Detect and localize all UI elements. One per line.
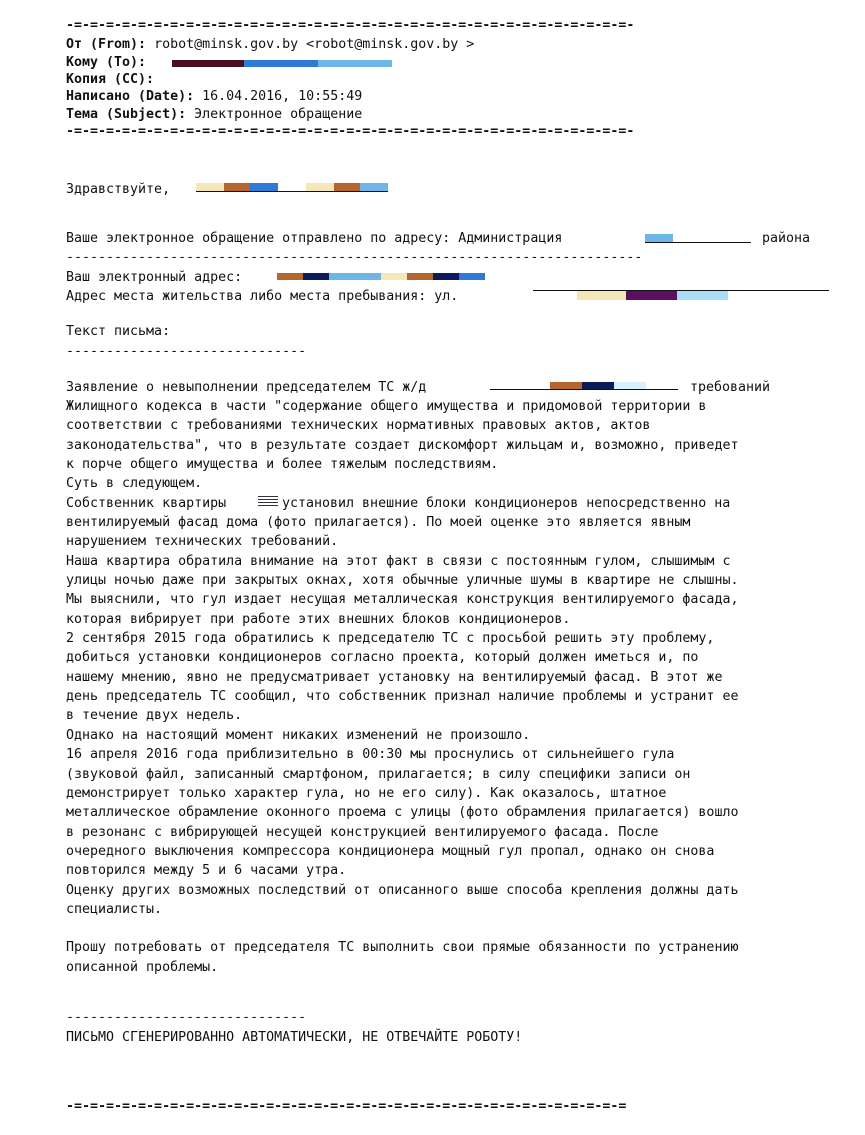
redacted-address <box>577 291 728 300</box>
letter-line-12: Мы выяснили, что гул издает несущая металлическая конструкция вентилируемого фасада, <box>66 592 739 607</box>
letter-line-5: к порче общего имущества и более тяжелым последствиям. <box>66 457 499 472</box>
subject-value: Электронное обращение <box>194 107 363 122</box>
letter-line-1: Заявление о невыполнении председателем ТС ж/д <box>66 380 427 395</box>
separator-bottom: -=-=-=-=-=-=-=-=-=-=-=-=-=-=-=-=-=-=-=-=-=-=-=-=-=-=-=-=-=-=-=-=-=-=-=- <box>66 124 635 139</box>
letter-line-4: законодательства", что в результате создает дискомфорт жильцам и, возможно, приведет <box>66 438 739 453</box>
subject-line <box>66 106 362 123</box>
letter-line-3: соответствии с требованиями технических нормативных правовых актов, актов <box>66 418 651 433</box>
letter-line-11: улицы ночью даже при закрытых окнах, хотя обычные уличные шумы в квартире не слышны. <box>66 573 739 588</box>
letter-line-7: Собственник квартиры <box>66 496 227 511</box>
separator-top: -=-=-=-=-=-=-=-=-=-=-=-=-=-=-=-=-=-=-=-=-=-=-=-=-=-=-=-=-=-=-=-=-=-=-=- <box>66 18 635 33</box>
address-label: Адрес места жительства либо места пребывания: ул. <box>66 289 459 304</box>
from-label: От (From): <box>66 37 147 52</box>
to-label: Кому (To): <box>66 55 147 70</box>
cc-label: Копия (CC): <box>66 72 155 87</box>
letter-line-22: демонстрирует только характер гула, но не его силу). Как оказалось, штатное <box>66 786 667 801</box>
sent-to-line: Ваше электронное обращение отправлено по адресу: Администрация <box>66 231 563 246</box>
subject-label: Тема (Subject): <box>66 107 187 122</box>
name-underline <box>196 191 388 192</box>
letter-line-9: нарушением технических требований. <box>66 534 339 549</box>
greeting: Здравствуйте, <box>66 182 171 197</box>
letter-line-13: которая вибрирует при работе этих внешних блоков кондиционеров. <box>66 612 571 627</box>
letter-line-19: Однако на настоящий момент никаких изменений не произошло. <box>66 728 531 743</box>
date-value: 16.04.2016, 10:55:49 <box>202 89 363 104</box>
auto-notice: ПИСЬМО СГЕНЕРИРОВАННО АВТОМАТИЧЕСКИ, НЕ ОТВЕЧАЙТЕ РОБОТУ! <box>66 1030 523 1045</box>
district-suffix: района <box>762 231 811 246</box>
association-underline <box>490 389 678 390</box>
letter-line-8: вентилируемый фасад дома (фото прилагается). По моей оценке это является явным <box>66 515 691 530</box>
letter-line-27: Оценку других возможных последствий от описанного выше способа крепления должны дать <box>66 883 739 898</box>
letter-line-6: Суть в следующем. <box>66 476 203 491</box>
email-label: Ваш электронный адрес: <box>66 270 243 285</box>
request-line-1: Прошу потребовать от председателя ТС выполнить свои прямые обязанности по устранению <box>66 940 739 955</box>
district-underline <box>645 242 751 243</box>
letter-line-10: Наша квартира обратила внимание на этот факт в связи с постоянным гулом, слышимым с <box>66 554 731 569</box>
letter-line-26: повторился между 5 и 6 часами утра. <box>66 863 347 878</box>
separator-end: -=-=-=-=-=-=-=-=-=-=-=-=-=-=-=-=-=-=-=-=-=-=-=-=-=-=-=-=-=-=-=-=-=-=-= <box>66 1099 627 1114</box>
letter-line-1-suffix: требований <box>690 380 771 395</box>
letter-line-16: нашему мнению, явно не предусматривает установку на вентилируемый фасад. В этот же <box>66 670 723 685</box>
letter-line-18: в течение двух недель. <box>66 708 243 723</box>
date-label: Написано (Date): <box>66 89 195 104</box>
letter-line-15: добиться установки кондиционеров согласно проекта, который должен иметься и, по <box>66 650 699 665</box>
letter-line-28: специалисты. <box>66 902 163 917</box>
letter-line-14: 2 сентября 2015 года обратились к председателю ТС с просьбой решить эту проблему, <box>66 631 715 646</box>
divider-long: ------------------------------------------------------------------------ <box>66 250 643 265</box>
from-value[interactable]: robot@minsk.gov.by <robot@minsk.gov.by > <box>154 37 475 52</box>
letter-line-2: Жилищного кодекса в части "содержание общего имущества и придомовой территории в <box>66 399 707 414</box>
letter-line-25: очередного выключения компрессора кондиционера мощный гул пропал, однако он снова <box>66 844 715 859</box>
footer-divider: ------------------------------ <box>66 1010 307 1025</box>
request-line-2: описанной проблемы. <box>66 960 219 975</box>
redacted-to-recipient <box>172 60 392 67</box>
letter-line-24: в резонанс с вибрирующей несущей конструкцией вентилируемого фасада. После <box>66 825 659 840</box>
redacted-association <box>490 382 678 389</box>
to-line <box>66 54 146 71</box>
redacted-email <box>277 273 485 280</box>
text-label: Текст письма: <box>66 324 171 339</box>
letter-line-21: (звуковой файл, записанный смартфоном, прилагается; в силу специфики записи он <box>66 767 691 782</box>
cc-line <box>66 71 154 88</box>
letter-line-23: металлическое обрамление оконного проема с улицы (фото обрамления прилагается) вошло <box>66 805 739 820</box>
address-underline <box>533 290 829 291</box>
letter-line-17: день председатель ТС сообщил, что собственник признал наличие проблемы и устранит ее <box>66 689 739 704</box>
from-line <box>66 36 474 53</box>
redacted-apartment <box>258 496 278 506</box>
letter-line-20: 16 апреля 2016 года приблизительно в 00:30 мы проснулись от сильнейшего гула <box>66 747 675 762</box>
letter-line-7-suffix: установил внешние блоки кондиционеров непосредственно на <box>282 496 731 511</box>
divider-short: ------------------------------ <box>66 344 307 359</box>
date-line <box>66 88 362 105</box>
